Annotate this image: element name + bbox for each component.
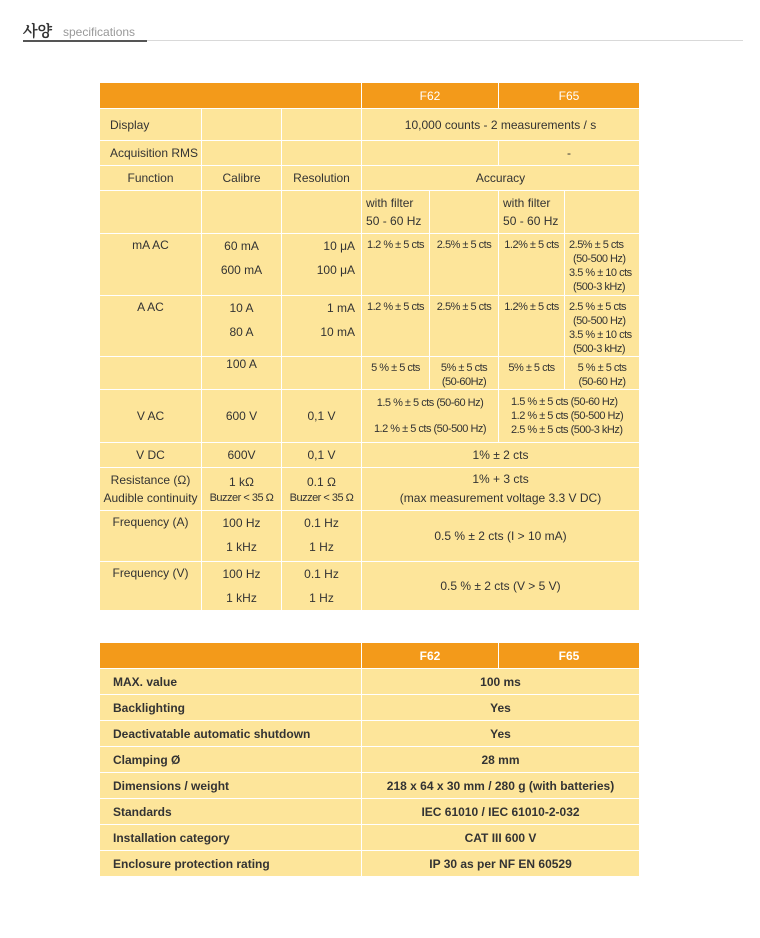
spec-value: Yes xyxy=(362,695,640,721)
section-header xyxy=(23,18,743,41)
calibre-cell: 600 V xyxy=(202,390,282,443)
spec-row xyxy=(100,721,640,747)
model-header-row xyxy=(100,643,640,669)
resolution-cell: 0,1 V xyxy=(282,443,362,468)
function-label: V AC xyxy=(100,390,202,443)
f62-accuracy: 5% ± 5 cts (50-60Hz) xyxy=(430,357,499,390)
title-underline xyxy=(23,40,147,42)
resolution-cell: 0.1 Hz 1 Hz xyxy=(282,562,362,611)
spec-label: Deactivatable automatic shutdown xyxy=(100,721,362,747)
calibre-cell: 60 mA 600 mA xyxy=(202,234,282,296)
spec-value: CAT III 600 V xyxy=(362,825,640,851)
acquisition-row xyxy=(100,141,640,166)
f65-accuracy: 2.5% ± 5 cts (50-500 Hz) 3.5 % ± 10 cts (500-3 kHz) xyxy=(565,234,640,296)
model-header-row xyxy=(100,83,640,109)
model-f65-header: F65 xyxy=(499,83,640,109)
spec-value: 28 mm xyxy=(362,747,640,773)
spec-row xyxy=(100,799,640,825)
f62-accuracy: 1.5 % ± 5 cts (50-60 Hz) 1.2 % ± 5 cts (50-500 Hz) xyxy=(362,390,499,443)
v-dc-row xyxy=(100,443,640,468)
f65-filter-accuracy: 1.2% ± 5 cts xyxy=(499,234,565,296)
calibre-cell: 100 Hz 1 kHz xyxy=(202,562,282,611)
f62-accuracy: 2.5% ± 5 cts xyxy=(430,234,499,296)
frequency-a-row xyxy=(100,511,640,562)
display-row xyxy=(100,109,640,141)
spec-label: Clamping Ø xyxy=(100,747,362,773)
col-function: Function xyxy=(100,166,202,191)
v-ac-row xyxy=(100,390,640,443)
f65-filter-accuracy: 5% ± 5 cts xyxy=(499,357,565,390)
row-label: Acquisition RMS xyxy=(100,141,202,166)
general-spec-table xyxy=(99,642,640,877)
f65-filter-accuracy: 1.2% ± 5 cts xyxy=(499,296,565,357)
spec-label: Standards xyxy=(100,799,362,825)
a-ac-100-row xyxy=(100,357,640,390)
calibre-cell: 10 A 80 A xyxy=(202,296,282,357)
spec-label: Installation category xyxy=(100,825,362,851)
col-resolution: Resolution xyxy=(282,166,362,191)
calibre-cell: 100 Hz 1 kHz xyxy=(202,511,282,562)
spec-row xyxy=(100,747,640,773)
function-label: V DC xyxy=(100,443,202,468)
accuracy-cell: 0.5 % ± 2 cts (I > 10 mA) xyxy=(362,511,640,562)
resolution-cell: 0,1 V xyxy=(282,390,362,443)
f62-filter-accuracy: 1.2 % ± 5 cts xyxy=(362,296,430,357)
section-title-english: specifications xyxy=(63,25,136,39)
f62-filter-header: with filter 50 - 60 Hz xyxy=(362,191,430,234)
column-header-row xyxy=(100,166,640,191)
function-label: Resistance (Ω) Audible continuity xyxy=(100,468,202,511)
f65-accuracy: 1.5 % ± 5 cts (50-60 Hz) 1.2 % ± 5 cts (50-500 Hz) 2.5 % ± 5 cts (500-3 kHz) xyxy=(499,390,640,443)
accuracy-cell: 0.5 % ± 2 cts (V > 5 V) xyxy=(362,562,640,611)
header-blank xyxy=(100,83,362,109)
f65-filter-header: with filter 50 - 60 Hz xyxy=(499,191,565,234)
header-blank xyxy=(100,643,362,669)
spec-value: 218 x 64 x 30 mm / 280 g (with batteries) xyxy=(362,773,640,799)
col-accuracy: Accuracy xyxy=(362,166,640,191)
calibre-cell: 1 kΩ Buzzer < 35 Ω xyxy=(202,468,282,511)
model-f62-header: F62 xyxy=(362,643,499,669)
acquisition-f65: - xyxy=(499,141,640,166)
spec-label: Backlighting xyxy=(100,695,362,721)
spec-row xyxy=(100,851,640,877)
f65-accuracy: 5 % ± 5 cts (50-60 Hz) xyxy=(565,357,640,390)
spec-row xyxy=(100,825,640,851)
spec-value: 100 ms xyxy=(362,669,640,695)
resolution-cell: 0.1 Ω Buzzer < 35 Ω xyxy=(282,468,362,511)
measurement-spec-table xyxy=(99,82,640,611)
function-label: A AC xyxy=(100,296,202,357)
ma-ac-row xyxy=(100,234,640,296)
spec-label: MAX. value xyxy=(100,669,362,695)
filter-row xyxy=(100,191,640,234)
spec-label: Enclosure protection rating xyxy=(100,851,362,877)
model-f62-header: F62 xyxy=(362,83,499,109)
calibre-cell: 600V xyxy=(202,443,282,468)
f62-filter-accuracy: 5 % ± 5 cts xyxy=(362,357,430,390)
accuracy-cell: 1% ± 2 cts xyxy=(362,443,640,468)
col-calibre: Calibre xyxy=(202,166,282,191)
display-value: 10,000 counts - 2 measurements / s xyxy=(362,109,640,141)
section-title-korean: 사양 xyxy=(23,22,52,40)
model-f65-header: F65 xyxy=(499,643,640,669)
f62-accuracy: 2.5% ± 5 cts xyxy=(430,296,499,357)
f65-accuracy: 2.5 % ± 5 cts (50-500 Hz) 3.5 % ± 10 cts (500-3 kHz) xyxy=(565,296,640,357)
spec-value: Yes xyxy=(362,721,640,747)
spec-row xyxy=(100,773,640,799)
function-label: Frequency (A) xyxy=(100,511,202,562)
accuracy-cell: 1% + 3 cts (max measurement voltage 3.3 V DC) xyxy=(362,468,640,511)
resolution-cell: 0.1 Hz 1 Hz xyxy=(282,511,362,562)
frequency-v-row xyxy=(100,562,640,611)
spec-row xyxy=(100,695,640,721)
spec-row xyxy=(100,669,640,695)
function-label: mA AC xyxy=(100,234,202,296)
calibre-cell: 100 A xyxy=(202,357,282,390)
spec-label: Dimensions / weight xyxy=(100,773,362,799)
row-label: Display xyxy=(100,109,202,141)
resolution-cell: 1 mA 10 mA xyxy=(282,296,362,357)
spec-value: IEC 61010 / IEC 61010-2-032 xyxy=(362,799,640,825)
spec-value: IP 30 as per NF EN 60529 xyxy=(362,851,640,877)
resolution-cell: 10 μA 100 μA xyxy=(282,234,362,296)
f62-filter-accuracy: 1.2 % ± 5 cts xyxy=(362,234,430,296)
resistance-row xyxy=(100,468,640,511)
function-label: Frequency (V) xyxy=(100,562,202,611)
a-ac-row xyxy=(100,296,640,357)
